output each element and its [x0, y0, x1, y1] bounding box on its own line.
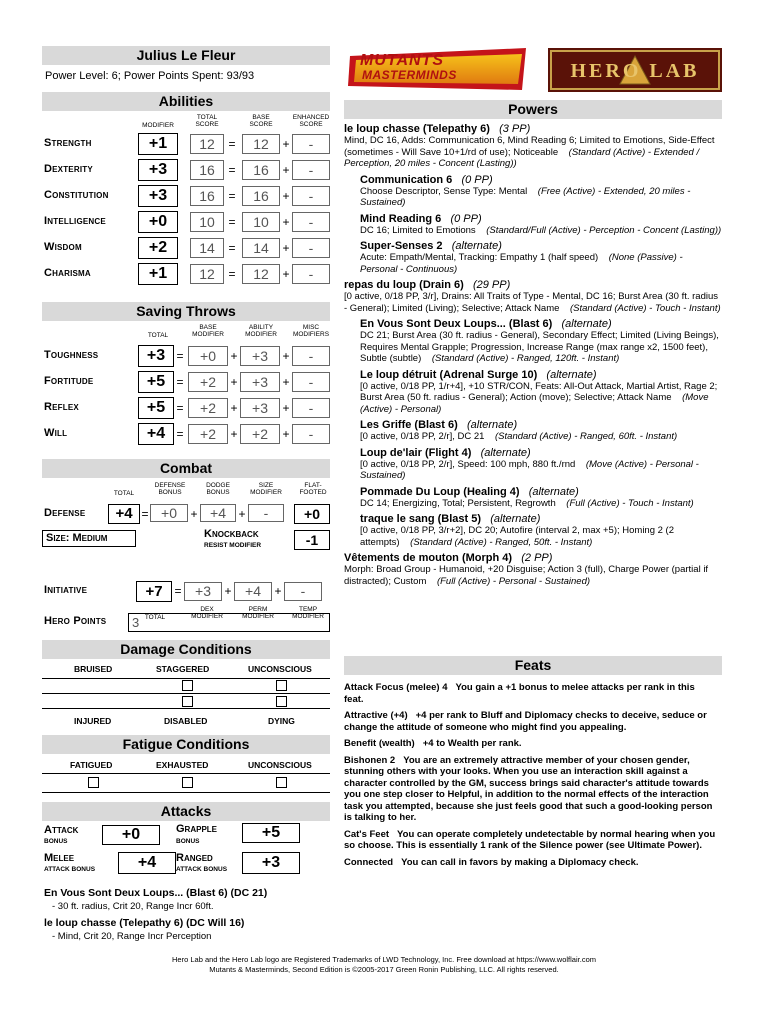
save-misc: -	[292, 372, 330, 392]
equals-sign: =	[228, 241, 236, 255]
initiative-label: Initiative	[44, 584, 88, 596]
power-description	[360, 225, 722, 237]
ability-total: 12	[190, 134, 224, 154]
unconscious-checkbox-2[interactable]	[276, 696, 287, 707]
save-total: +3	[138, 345, 174, 367]
plus-sign: +	[282, 375, 290, 389]
col-init-temp: TEMP MODIFIER	[292, 606, 324, 620]
power-name: Le loup détruit (Adrenal Surge 10)	[360, 368, 538, 381]
plus-sign: +	[282, 241, 290, 255]
save-ability: +2	[240, 424, 280, 444]
ability-enhanced: -	[292, 134, 330, 154]
unconscious-checkbox-1[interactable]	[276, 680, 287, 691]
footer-line-1: Hero Lab and the Hero Lab logo are Registered Trademarks of LWD Technology, Inc. Free download at https://www.wolflair.com	[172, 955, 596, 964]
equals-sign: =	[228, 189, 236, 203]
mm-logo-top: MUTANTS	[360, 52, 445, 69]
staggered-checkbox-2[interactable]	[182, 696, 193, 707]
col-total-score: TOTAL SCORE	[195, 114, 219, 128]
save-row	[42, 344, 330, 366]
mm-logo-bottom: MASTERMINDS	[362, 68, 457, 82]
equals-sign: =	[228, 215, 236, 229]
feat-entry	[344, 682, 716, 705]
power-action: (Free (Active) - Extended, 20 miles - Sustained)	[360, 185, 691, 208]
power-action: (Standard (Active) - Ranged, 50ft. - Instant)	[410, 536, 593, 548]
staggered-checkbox-1[interactable]	[182, 680, 193, 691]
power-cost: (3 PP)	[499, 123, 531, 135]
power-title	[360, 447, 722, 459]
defense-total: +4	[108, 504, 140, 524]
defense-dodge: +4	[200, 504, 236, 522]
power-body: [0 active, 0/18 PP, 3/r+2], DC 20; Autofire (interval 2, max +5); Homing 2 (2 attempts)	[360, 525, 675, 548]
save-ability: +3	[240, 398, 280, 418]
grapple-bonus: +5	[242, 823, 300, 843]
saves-header: Saving Throws	[42, 302, 330, 321]
power-body: Mind, DC 16, Adds: Communication 6, Mind Reading 6; Limited to Emotions, Side-Effect (sometimes - Will Save 10+1/rd of use); Noticeable	[344, 135, 715, 158]
power-description	[360, 330, 722, 365]
power-entry	[344, 240, 722, 275]
defense-label: Defense	[44, 507, 86, 519]
power-cost: (alternate)	[466, 419, 518, 431]
hero-lab-logo-text: HERO LAB	[570, 60, 700, 82]
save-base: +2	[188, 424, 228, 444]
plus-sign: +	[282, 427, 290, 441]
equals-sign: =	[176, 401, 184, 415]
power-cost: (alternate)	[528, 485, 579, 498]
initiative-perm: +4	[234, 582, 272, 601]
knockback-value: -1	[294, 530, 330, 550]
feats-header: Feats	[344, 656, 722, 675]
ability-modifier: +3	[138, 159, 178, 181]
power-title	[360, 174, 722, 186]
save-base: +2	[188, 372, 228, 392]
plus-sign: +	[282, 401, 290, 415]
plus-sign: +	[282, 137, 290, 151]
plus-sign: +	[230, 375, 238, 389]
plus-sign: +	[230, 349, 238, 363]
col-save-total: TOTAL	[147, 332, 169, 339]
ability-modifier: +2	[138, 237, 178, 259]
injured-label: INJURED	[74, 716, 112, 726]
power-action: (Standard (Active) - Ranged, 120ft. - Instant)	[431, 353, 620, 364]
ability-row	[42, 236, 330, 258]
power-description	[344, 564, 722, 587]
power-body: Choose Descriptor, Sense Type: Mental	[360, 185, 528, 197]
attack-label: Attack	[44, 824, 79, 836]
ability-name: Dexterity	[44, 163, 93, 175]
power-entry	[344, 318, 722, 365]
power-description	[360, 431, 722, 443]
power-description	[360, 498, 722, 510]
unconscious-label: UNCONSCIOUS	[248, 760, 312, 770]
staggered-label: STAGGERED	[156, 664, 210, 674]
hero-points-field[interactable]: 3	[128, 613, 330, 632]
melee-label: Melee	[44, 852, 75, 864]
ability-base: 12	[242, 134, 280, 154]
col-save-ability: ABILITY MODIFIER	[245, 324, 277, 338]
fatigued-checkbox[interactable]	[88, 777, 99, 788]
ability-total: 12	[190, 264, 224, 284]
equals-sign: =	[176, 349, 184, 363]
power-body: DC 21; Burst Area (30 ft. radius - General), Secondary Effect; Limited (Living Beings), Requires Mental Grapple; Progression, Increase Range (max range x2, 1500 feet), Subtle (subtle)	[360, 330, 719, 364]
power-action: (Standard (Active) - Touch - Instant)	[569, 302, 721, 314]
defense-size: -	[248, 504, 284, 522]
plus-sign: +	[230, 427, 238, 441]
attack-entry-1-name: En Vous Sont Deux Loups... (Blast 6) (DC 21)	[44, 887, 268, 899]
power-body: DC 14; Energizing, Total; Persistent, Regrowth	[360, 497, 556, 509]
combat-header: Combat	[42, 459, 330, 478]
power-body: [0 active, 0/18 PP, 3/r], Drains: All Traits of Type - Mental, DC 16; Burst Area (30 ft. radius - General); Limited (Living); Selective; Attack Name	[344, 291, 719, 314]
ability-total: 14	[190, 238, 224, 258]
save-misc: -	[292, 398, 330, 418]
power-body: Morph: Broad Group - Humanoid, +20 Disguise; Action 3 (full), Charge Power (partial if distracted); Custom	[344, 564, 709, 587]
ability-name: Charisma	[44, 267, 91, 279]
col-def-flat: FLAT-FOOTED	[299, 482, 327, 496]
divider	[42, 708, 330, 709]
size-box: Size: Medium	[42, 530, 136, 547]
power-description	[360, 459, 722, 482]
save-name: Reflex	[44, 401, 79, 413]
powers-list	[344, 123, 722, 591]
initiative-temp: -	[284, 582, 322, 601]
save-misc: -	[292, 346, 330, 366]
col-save-base: BASE MODIFIER	[192, 324, 224, 338]
col-modifier: MODIFIER	[142, 122, 174, 129]
save-base: +2	[188, 398, 228, 418]
save-name: Will	[44, 427, 68, 439]
col-def-size: SIZE MODIFIER	[250, 482, 282, 496]
save-name: Toughness	[44, 349, 99, 361]
power-action: (None (Passive) - Personal - Continuous)	[360, 252, 683, 275]
ability-modifier: +1	[138, 133, 178, 155]
power-description	[344, 135, 722, 170]
hero-lab-logo	[548, 48, 722, 92]
initiative-dex: +3	[184, 582, 222, 601]
initiative-total: +7	[136, 581, 172, 602]
power-title	[344, 279, 722, 291]
power-name: Mind Reading 6	[360, 212, 442, 225]
ability-row	[42, 184, 330, 206]
equals-sign: =	[228, 163, 236, 177]
plus-sign: +	[230, 401, 238, 415]
power-cost: (alternate)	[480, 446, 531, 459]
feat-name: Bishonen 2	[344, 754, 396, 766]
power-action: (Full (Active) - Touch - Instant)	[566, 497, 694, 509]
col-enhanced-score: ENHANCED SCORE	[292, 114, 330, 128]
ability-total: 10	[190, 212, 224, 232]
attack-entry-2-name: le loup chasse (Telepathy 6) (DC Will 16)	[44, 917, 245, 929]
equals-sign: =	[176, 375, 184, 389]
defense-flat-footed: +0	[294, 504, 330, 524]
feat-entry	[344, 755, 716, 824]
power-name: En Vous Sont Deux Loups... (Blast 6)	[360, 318, 553, 330]
ability-row	[42, 262, 330, 284]
plus-sign: +	[282, 267, 290, 281]
fatigue-unconscious-checkbox[interactable]	[276, 777, 287, 788]
plus-sign: +	[238, 507, 246, 521]
plus-sign: +	[282, 215, 290, 229]
save-name: Fortitude	[44, 375, 94, 387]
power-name: Les Griffe (Blast 6)	[360, 419, 458, 431]
ability-enhanced: -	[292, 212, 330, 232]
ranged-sub: ATTACK BONUS	[176, 866, 228, 873]
power-cost: (29 PP)	[472, 279, 511, 291]
feat-description: You are an extremely attractive member of your chosen gender, stunning others with your looks. When you use an interaction skill against a character controlled by the GM, success brings said character's attitude towards you one step closer to Helpful, in addition to the normal effects of the interaction task you attempted, because she just feels good that such a good-looking person is talking to her.	[344, 754, 713, 823]
power-action: (Standard (Active) - Extended / Perception, 20 miles - Concent (Lasting))	[344, 146, 700, 169]
power-entry	[344, 213, 722, 237]
power-description	[344, 291, 722, 314]
power-description	[360, 252, 722, 275]
feat-description: You can operate completely undetectable by normal hearing when you so choose. This is essentially 1 rank of the Silence power (see Ultimate Power).	[344, 828, 716, 851]
power-body: [0 active, 0/18 PP, 1/r+4], +10 STR/CON, Feats: All-Out Attack, Martial Artist, Rage 2; Burst Area (50 ft. radius - General); Action (move); Selective; Attack Name	[360, 380, 718, 403]
ability-row	[42, 158, 330, 180]
power-cost: (alternate)	[451, 240, 502, 252]
ability-enhanced: -	[292, 264, 330, 284]
plus-sign: +	[224, 584, 232, 598]
save-ability: +3	[240, 372, 280, 392]
powers-header: Powers	[344, 100, 722, 119]
feats-list	[344, 682, 716, 873]
col-def-bonus: DEFENSE BONUS	[154, 482, 186, 496]
power-title	[360, 513, 722, 525]
power-entry	[344, 486, 722, 510]
power-entry	[344, 513, 722, 548]
exhausted-label: EXHAUSTED	[156, 760, 209, 770]
mutants-masterminds-logo	[346, 46, 532, 92]
power-body: [0 active, 0/18 PP, 2/r], DC 21	[360, 431, 485, 442]
hero-points-label: Hero Points	[44, 615, 107, 627]
save-row	[42, 422, 330, 444]
feat-name: Benefit (wealth)	[344, 738, 415, 749]
power-entry	[344, 419, 722, 443]
power-title	[344, 552, 722, 564]
feat-entry	[344, 738, 716, 750]
divider	[42, 693, 330, 694]
ability-name: Strength	[44, 137, 92, 149]
power-name: Super-Senses 2	[360, 240, 443, 252]
equals-sign: =	[176, 427, 184, 441]
feat-name: Connected	[344, 856, 394, 868]
power-title	[360, 419, 722, 431]
power-entry	[344, 447, 722, 482]
ability-base: 16	[242, 186, 280, 206]
ability-base: 14	[242, 238, 280, 258]
power-entry	[344, 552, 722, 587]
ability-row	[42, 210, 330, 232]
disabled-label: DISABLED	[164, 716, 208, 726]
power-title	[344, 123, 722, 135]
power-name: traque le sang (Blast 5)	[360, 513, 482, 525]
col-init-perm: PERM MODIFIER	[242, 606, 274, 620]
feat-entry	[344, 829, 716, 852]
col-init-total: TOTAL	[144, 614, 166, 621]
power-name: Pommade Du Loup (Healing 4)	[360, 485, 520, 498]
feat-name: Attractive (+4)	[344, 710, 408, 721]
col-base-score: BASE SCORE	[249, 114, 273, 128]
power-cost: (alternate)	[561, 318, 612, 330]
attack-entry-2-detail: - Mind, Crit 20, Range Incr Perception	[52, 931, 212, 942]
save-misc: -	[292, 424, 330, 444]
attack-sub: BONUS	[44, 838, 68, 845]
col-def-total: TOTAL	[113, 490, 135, 497]
knockback-label: Knockback	[204, 528, 259, 540]
power-action: (Standard/Full (Active) - Perception - Concent (Lasting))	[486, 224, 722, 236]
power-cost: (2 PP)	[521, 552, 553, 564]
ability-name: Wisdom	[44, 241, 82, 253]
power-title	[360, 318, 722, 330]
plus-sign: +	[282, 349, 290, 363]
power-title	[360, 213, 722, 225]
ability-modifier: +3	[138, 185, 178, 207]
feat-description: You can call in favors by making a Diplomacy check.	[401, 856, 639, 868]
ability-name: Intelligence	[44, 215, 106, 227]
power-cost: (0 PP)	[461, 173, 493, 186]
save-total: +5	[138, 397, 174, 419]
power-name: Vêtements de mouton (Morph 4)	[344, 552, 513, 564]
equals-sign: =	[228, 137, 236, 151]
divider	[42, 678, 330, 679]
feat-entry	[344, 710, 716, 733]
power-body: Acute: Empath/Mental, Tracking: Empathy 1 (half speed)	[360, 252, 599, 263]
ability-base: 16	[242, 160, 280, 180]
attack-bonus: +0	[102, 825, 160, 845]
power-body: DC 16; Limited to Emotions	[360, 224, 476, 236]
ability-enhanced: -	[292, 238, 330, 258]
power-name: Loup de'lair (Flight 4)	[360, 446, 472, 459]
save-row	[42, 396, 330, 418]
grapple-sub: BONUS	[176, 838, 200, 845]
abilities-header: Abilities	[42, 92, 330, 111]
col-init-dex: DEX MODIFIER	[191, 606, 223, 620]
bruised-label: BRUISED	[74, 664, 113, 674]
attacks-header: Attacks	[42, 802, 330, 821]
feat-description: +4 to Wealth per rank.	[422, 738, 522, 749]
divider	[42, 792, 330, 793]
unconscious-label: UNCONSCIOUS	[248, 664, 312, 674]
ability-enhanced: -	[292, 186, 330, 206]
fatigue-header: Fatigue Conditions	[42, 735, 330, 754]
equals-sign: =	[174, 584, 182, 598]
col-save-misc: MISC MODIFIERS	[292, 324, 330, 338]
feat-name: Cat's Feet	[344, 828, 390, 840]
feat-description: +4 per rank to Bluff and Diplomacy checks to deceive, seduce or change the attitude of someone who might find you appealing.	[344, 710, 707, 733]
power-action: (Move (Active) - Personal)	[360, 392, 709, 415]
save-row	[42, 370, 330, 392]
ability-base: 12	[242, 264, 280, 284]
power-entry	[344, 174, 722, 209]
power-entry	[344, 123, 722, 170]
character-summary: Power Level: 6; Power Points Spent: 93/93	[45, 70, 255, 82]
save-base: +0	[188, 346, 228, 366]
fatigued-label: FATIGUED	[70, 760, 113, 770]
power-cost: (0 PP)	[450, 212, 482, 225]
ability-modifier: +1	[138, 263, 178, 285]
save-total: +5	[138, 371, 174, 393]
power-name: le loup chasse (Telepathy 6)	[344, 123, 490, 135]
footer-line-2: Mutants & Masterminds, Second Edition is ©2005-2017 Green Ronin Publishing, LLC. All rights reserved.	[209, 965, 559, 974]
character-name: Julius Le Fleur	[42, 46, 330, 65]
power-title	[360, 240, 722, 252]
ability-modifier: +0	[138, 211, 178, 233]
feat-description: You gain a +1 bonus to melee attacks per rank in this feat.	[344, 682, 695, 705]
grapple-label: Grapple	[176, 823, 218, 835]
damage-header: Damage Conditions	[42, 640, 330, 659]
power-cost: (alternate)	[546, 368, 597, 381]
save-ability: +3	[240, 346, 280, 366]
power-name: repas du loup (Drain 6)	[344, 279, 464, 291]
melee-bonus: +4	[118, 852, 176, 874]
power-description	[360, 381, 722, 416]
power-action: (Full (Active) - Personal - Sustained)	[436, 575, 591, 587]
power-title	[360, 486, 722, 498]
power-description	[360, 186, 722, 209]
ranged-bonus: +3	[242, 852, 300, 874]
equals-sign: =	[228, 267, 236, 281]
feat-entry	[344, 857, 716, 869]
left-column	[42, 46, 330, 942]
ability-total: 16	[190, 160, 224, 180]
power-body: [0 active, 0/18 PP, 2/r], Speed: 100 mph, 880 ft./rnd	[360, 458, 576, 470]
col-def-dodge: DODGE BONUS	[206, 482, 230, 496]
ranged-label: Ranged	[176, 852, 213, 864]
footer	[0, 955, 768, 975]
ability-name: Constitution	[44, 189, 109, 201]
power-entry	[344, 369, 722, 416]
power-cost: (alternate)	[490, 513, 541, 525]
plus-sign: +	[282, 189, 290, 203]
power-name: Communication 6	[360, 173, 453, 186]
feat-name: Attack Focus (melee) 4	[344, 682, 448, 693]
dying-label: DYING	[268, 716, 295, 726]
ability-enhanced: -	[292, 160, 330, 180]
plus-sign: +	[274, 584, 282, 598]
power-action: (Standard (Active) - Ranged, 60ft. - Instant)	[495, 431, 678, 442]
ability-total: 16	[190, 186, 224, 206]
exhausted-checkbox[interactable]	[182, 777, 193, 788]
ability-row	[42, 132, 330, 154]
power-description	[360, 525, 722, 548]
divider	[42, 773, 330, 774]
knockback-sub: RESIST MODIFIER	[204, 542, 262, 549]
plus-sign: +	[282, 163, 290, 177]
equals-sign: =	[141, 507, 149, 521]
save-total: +4	[138, 423, 174, 445]
power-entry	[344, 279, 722, 314]
plus-sign: +	[190, 507, 198, 521]
defense-bonus: +0	[150, 504, 188, 522]
ability-base: 10	[242, 212, 280, 232]
power-action: (Move (Active) - Personal - Sustained)	[360, 458, 699, 481]
melee-sub: ATTACK BONUS	[44, 866, 96, 873]
attack-entry-1-detail: - 30 ft. radius, Crit 20, Range Incr 60ft.	[52, 901, 214, 912]
power-title	[360, 369, 722, 381]
